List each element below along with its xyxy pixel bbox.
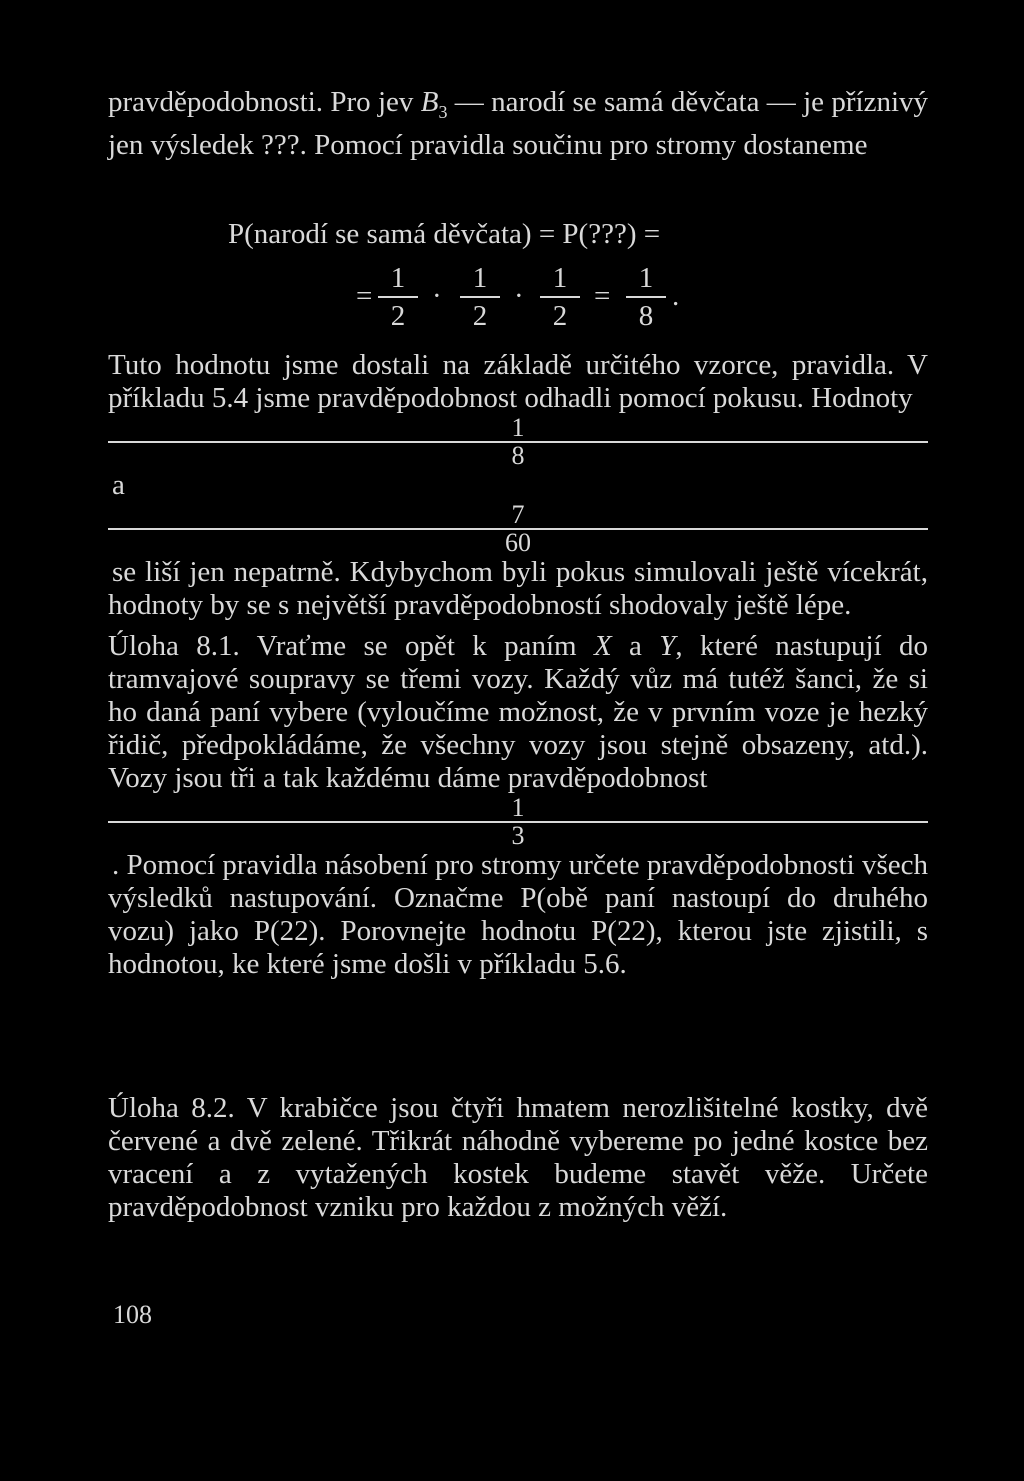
- inline-fraction-den: 8: [511, 441, 525, 470]
- equation-op-1: ·: [432, 280, 442, 312]
- inline-fraction-num: 1: [511, 793, 525, 822]
- fraction-4-num: 1: [638, 262, 654, 294]
- task-8-2: [108, 1092, 928, 1224]
- paragraph-intro-part1: pravděpodobnosti. Pro jev: [108, 86, 421, 118]
- task-8-1-label: Úloha 8.1.: [108, 630, 240, 662]
- paragraph-comparison-part2: se liší jen nepatrně. Kdybychom byli pokus simulovali ještě vícekrát, hodnoty by se s největší pravděpodobností shodovaly ještě lépe.: [108, 556, 928, 621]
- paragraph-comparison-part1: Tuto hodnotu jsme dostali na základě určitého vzorce, pravidla. V příkladu 5.4 jsme pravděpodobnost odhadli pomocí pokusu. Hodnoty: [108, 349, 928, 414]
- inline-fraction-1-8: [108, 415, 928, 469]
- paragraph-comparison: [108, 349, 928, 622]
- paragraph-intro: [108, 86, 928, 162]
- fraction-bar: [540, 296, 580, 298]
- paragraph-comparison-connector: a: [112, 469, 125, 501]
- fraction-2-den: 2: [472, 300, 488, 332]
- inline-fraction-1-3: [108, 795, 928, 849]
- task-8-1: [108, 630, 928, 981]
- event-variable: B: [420, 86, 439, 118]
- task-8-2-label: Úloha 8.2.: [108, 1092, 235, 1124]
- task-8-1-part1: Vraťme se opět k paním: [239, 630, 594, 662]
- equation-fractions: [356, 262, 690, 332]
- inline-fraction-num: 7: [511, 500, 525, 529]
- page-number: 108: [113, 1300, 152, 1329]
- fraction-3: [540, 262, 580, 332]
- fraction-1: [378, 262, 418, 332]
- fraction-2: [460, 262, 500, 332]
- equation-prefix-op: =: [356, 280, 373, 312]
- fraction-2-num: 1: [472, 262, 488, 294]
- fraction-bar: [378, 296, 418, 298]
- fraction-1-den: 2: [390, 300, 406, 332]
- inline-fraction-num: 1: [511, 413, 525, 442]
- fraction-3-num: 1: [552, 262, 568, 294]
- fraction-4-den: 8: [638, 300, 654, 332]
- equation-op-3: =: [594, 280, 611, 312]
- equation-lhs: P(narodí se samá děvčata) = P(???) =: [228, 218, 661, 250]
- event-subscript: 3: [438, 101, 448, 122]
- variable-x: X: [593, 630, 612, 662]
- fraction-4: [626, 262, 666, 332]
- equation-op-2: ·: [514, 280, 524, 312]
- task-8-1-part2: , které nastupují do tramvajové soupravy se třemi vozy. Každý vůz má tutéž šanci, že si ho daná paní vybere (vyloučíme možnost, že v prvním voze je hezký řidič, předpokládáme, že všechny vozy jsou stejně obsazeny, atd.). Vozy jsou tři a tak každému dáme pravděpodobnost: [108, 630, 928, 794]
- task-8-1-part3: . Pomocí pravidla násobení pro stromy určete pravděpodobnosti všech výsledků nastupování. Označme P(obě paní nastoupí do druhého vozu) jako P(22). Porovnejte hodnotu P(22), kterou jste zjistili, s hodnotou, ke které jsme došli v příkladu 5.6.: [108, 849, 928, 980]
- inline-fraction-7-60: [108, 502, 928, 556]
- task-8-1-connector: a: [611, 630, 660, 662]
- equation-suffix: .: [672, 280, 680, 312]
- inline-fraction-den: 3: [511, 821, 525, 850]
- fraction-bar: [460, 296, 500, 298]
- fraction-1-num: 1: [390, 262, 406, 294]
- variable-y: Y: [659, 630, 676, 662]
- fraction-bar: [626, 296, 666, 298]
- task-8-2-text: V krabičce jsou čtyři hmatem nerozlišitelné kostky, dvě červené a dvě zelené. Třikrát náhodně vybereme po jedné kostce bez vracení a z vytažených kostek budeme stavět věže. Určete pravděpodobnost vzniku pro každou z možných věží.: [108, 1092, 929, 1223]
- fraction-3-den: 2: [552, 300, 568, 332]
- paragraph-intro-part2: — narodí se samá děvčata — je příznivý jen výsledek ???. Pomocí pravidla součinu pro stromy dostaneme: [108, 86, 929, 161]
- inline-fraction-den: 60: [505, 528, 531, 557]
